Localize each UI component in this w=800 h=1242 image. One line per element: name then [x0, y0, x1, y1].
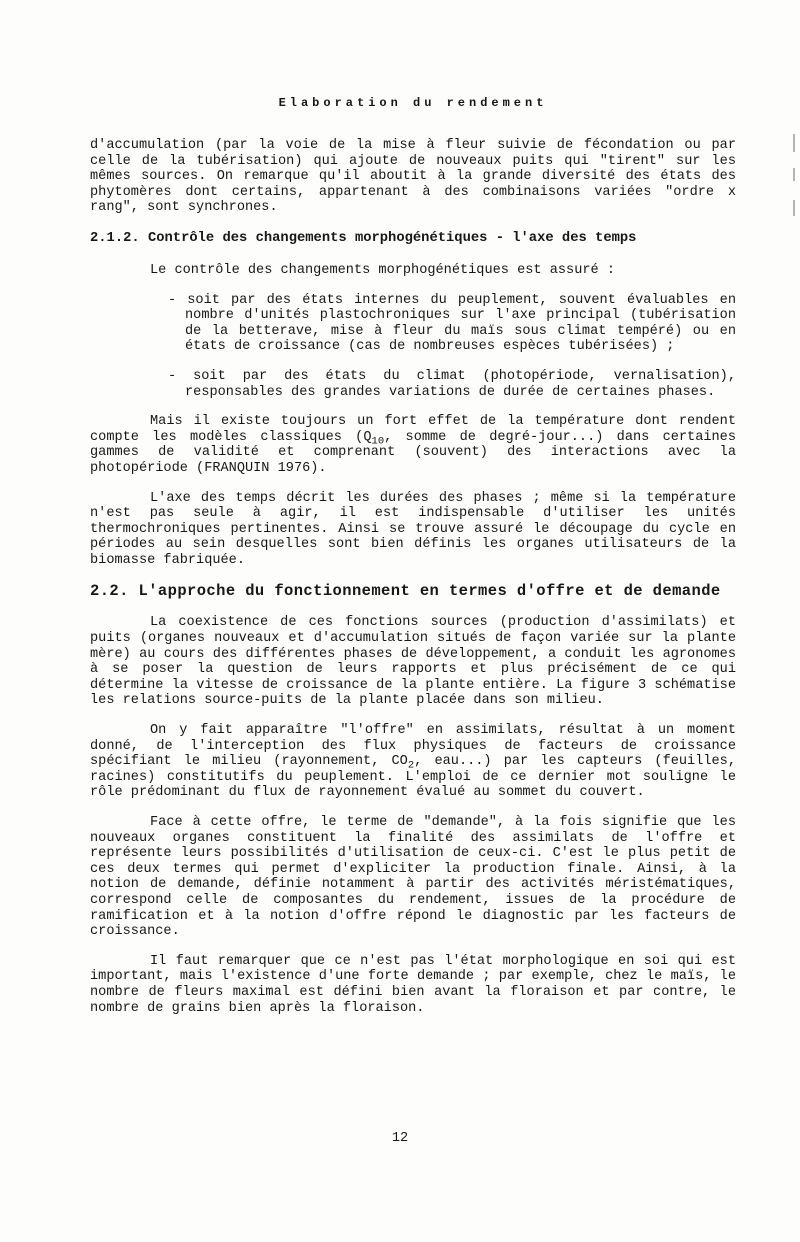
paragraph-offre — [90, 723, 736, 801]
paragraph-demande: Face à cette offre, le terme de "demande", à la fois signifie que les nouveaux organes constituent la finalité des assimilats de l'offre et représente leurs possibilités d'utilisation de ceux-ci. C'est le plus petit de ces deux termes qui permet d'expliciter la production finale. Ainsi, à la notion de demande, définie notamment à partir des activités méristématiques, correspond celle de composantes du rendement, issues de la procédure de ramification et à la notion d'offre répond le diagnostic par les facteurs de croissance. — [90, 815, 736, 940]
bullet-item-climate-states: - soit par des états du climat (photopériode, vernalisation), responsables des grandes variations de durée de certaines phases. — [168, 368, 736, 400]
running-header: Elaboration du rendement — [278, 96, 548, 110]
paragraph-remarque: Il faut remarquer que ce n'est pas l'état morphologique en soi qui est important, mais l'existence d'une forte demande ; par exemple, chez le maïs, le nombre de fleurs maximal est défini bien avant la floraison et par contre, le nombre de grains bien après la floraison. — [90, 953, 736, 1016]
paragraph-control-intro: Le contrôle des changements morphogénétiques est assuré : — [150, 262, 615, 278]
paragraph-time-axis: L'axe des temps décrit les durées des phases ; même si la température n'est pas seule à agir, il est indispensable d'utiliser les unités thermochroniques pertinentes. Ainsi se trouve assuré le découpage du cycle en périodes au sein desquelles sont bien définis les organes utilisateurs de la biomasse fabriquée. — [90, 490, 736, 568]
text-run: , somme de degré-jour...) dans certaines gammes de validité et comprenant (souvent) des interactions avec la photopériode (FRANQUIN 1976). — [90, 429, 737, 476]
scan-artifact — [793, 168, 795, 181]
paragraph-continuation: d'accumulation (par la voie de la mise à fleur suivie de fécondation ou par celle de la tubérisation) qui ajoute de nouveaux puits qui "tirent" sur les mêmes sources. On remarque qu'il aboutit à la grande diversité des états des phytomères dont certains, appartenant à des combinaisons variées "ordre x rang", sont synchrones. — [90, 138, 736, 216]
subscript-co2: 2 — [407, 759, 415, 772]
text-run: , eau...) par les capteurs (feuilles, racines) constitutifs du peuplement. L'emploi de ce dernier mot souligne le rôle prédominant du flux de rayonnement évalué au sommet du couvert. — [90, 754, 736, 801]
section-heading-2-2: 2.2. L'approche du fonctionnement en termes d'offre et de demande — [90, 582, 721, 601]
paragraph-coexistence: La coexistence de ces fonctions sources (production d'assimilats) et puits (organes nouveaux et d'accumulation situés de façon variée sur la plante mère) au cours des différentes phases de développement, a conduit les agronomes à se poser la question de leurs rapports et plus précisément de ce qui détermine la vitesse de croissance de la plante entière. La figure 3 schématise les relations source-puits de la plante placée dans son milieu. — [90, 615, 736, 709]
paragraph-temperature — [90, 414, 736, 476]
subscript-q10: 10 — [371, 435, 385, 448]
scan-artifact — [793, 134, 795, 152]
section-heading-2-1-2: 2.1.2. Contrôle des changements morphogénétiques - l'axe des temps — [90, 230, 637, 246]
scan-artifact — [793, 200, 795, 216]
text-run: Mais il existe toujours un fort effet de la température dont rendent compte les modèles classiques (Q — [90, 414, 736, 445]
text-column — [90, 96, 736, 1030]
page-number: 12 — [391, 1131, 409, 1146]
bullet-item-internal-states: - soit par des états internes du peuplement, souvent évaluables en nombre d'unités plastochroniques sur l'axe principal (tubérisation de la betterave, mise à fleur du maïs sous climat tempéré) ou en états de croissance (cas de nombreuses espèces tubérisées) ; — [168, 292, 736, 355]
text-run: On y fait apparaître "l'offre" en assimilats, résultat à un moment donné, de l'interception des flux physiques de facteurs de croissance spécifiant le milieu (rayonnement, CO — [90, 723, 736, 770]
